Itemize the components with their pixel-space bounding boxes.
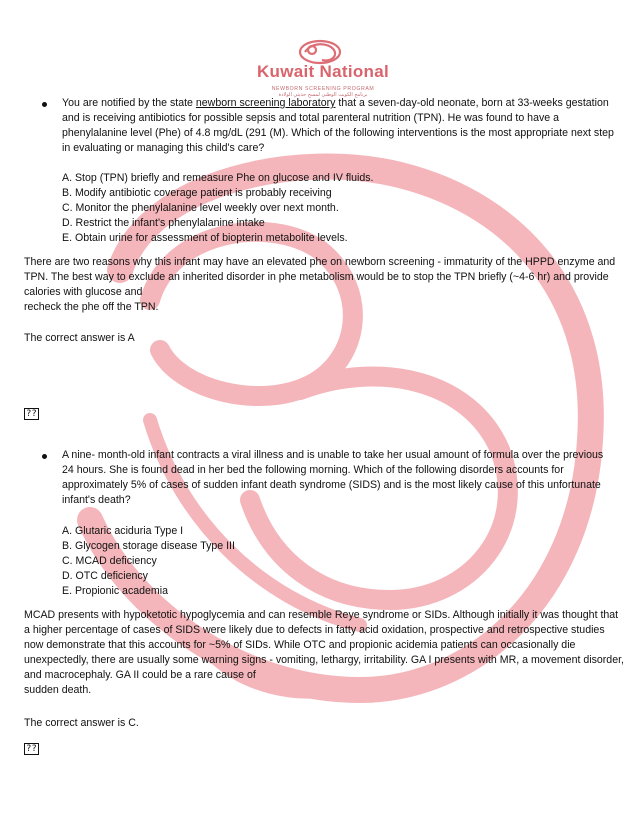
logo-subtitle: NEWBORN SCREENING PROGRAM [271,86,375,92]
question-2-stem [62,448,617,508]
q2-option-c: C. MCAD deficiency [62,555,157,567]
q1-explanation-text-2: recheck the phe off the TPN. [24,301,159,313]
q1-stem-before: You are notified by the state [62,97,196,109]
q2-explanation-text: MCAD presents with hypoketotic hypoglycemia and can resemble Reye syndrome or SIDs. Although initially it was thought that a higher percentage of cases of SIDS were likely due to defects in fatty acid oxidation, prospective and retrospective studies now demonstrate that this accounts for ~5% of SIDs. While OTC and propionic acidemia patients can occasionally die unexpectedly, there are usually some warning signs - vomiting, lethargy, irritability. GA I presents with MR, a movement disorder, and macrocephaly. GA II could be a rare cause of [24,609,624,681]
q2-option-d: D. OTC deficiency [62,570,148,582]
q1-option-a: A. Stop (TPN) briefly and remeasure Phe on glucose and IV fluids. [62,172,374,184]
q1-explanation-text: There are two reasons why this infant may have an elevated phe on newborn screening - immaturity of the HPPD enzyme and TPN. The best way to exclude an inherited disorder in phe metabolism would be to stop the TPN briefly (~4-6 hr) and provide calories with glucose and [24,256,616,298]
bullet-q2 [42,454,47,459]
question-1-answer [24,331,624,346]
q1-option-c: C. Monitor the phenylalanine level weekly over next month. [62,202,339,214]
q1-option-b: B. Modify antibiotic coverage patient is probably receiving [62,187,332,199]
q2-end-marker: ?? [26,744,37,754]
q2-option-e: E. Propionic academia [62,585,168,597]
q2-explanation-text-2: sudden death. [24,684,92,696]
newborn-screening-link[interactable]: newborn screening laboratory [195,97,336,109]
q1-correct-answer: The correct answer is A [24,332,135,344]
q2-option-a: A. Glutaric aciduria Type I [62,525,184,537]
q2-option-b: B. Glycogen storage disease Type III [62,540,235,552]
question-1-stem [62,96,617,156]
q2-correct-answer: The correct answer is C. [24,717,139,729]
header-logo [248,36,398,98]
question-2-explanation [24,608,624,698]
question-2-answer [24,716,624,731]
question-1-options [62,171,617,246]
logo-arabic: برنامج الكويت الوطني لمسح حديثي الولادة [278,92,368,98]
q1-stem-after: that a seven-day-old neonate, born at 33-weeks gestation and is receiving antibiotics for possible sepsis and total parenteral nutrition (TPN). He was found to have a phenylalanine level (Phe) of 4.8 mg/dL (291 (M). Which of the following interventions is the most appropriate next step in evaluating or managing this child's care? [62,97,614,154]
q1-option-e: E. Obtain urine for assessment of biopterin metabolite levels. [62,232,348,244]
question-1-explanation [24,255,624,315]
question-2-options [62,524,617,599]
logo-name: Kuwait National [256,62,389,81]
q1-end-marker: ?? [26,409,37,419]
q2-stem-text: A nine- month-old infant contracts a viral illness and is unable to take her usual amount of formula over the previous 24 hours. She is found dead in her bed the following morning. Which of the following disorders accounts for approximately 5% of cases of sudden infant death syndrome (SIDS) and is the most likely cause of this unfortunate infant's death? [62,449,604,506]
bullet-q1 [42,102,47,107]
q1-option-d: D. Restrict the infant's phenylalanine intake [62,217,265,229]
